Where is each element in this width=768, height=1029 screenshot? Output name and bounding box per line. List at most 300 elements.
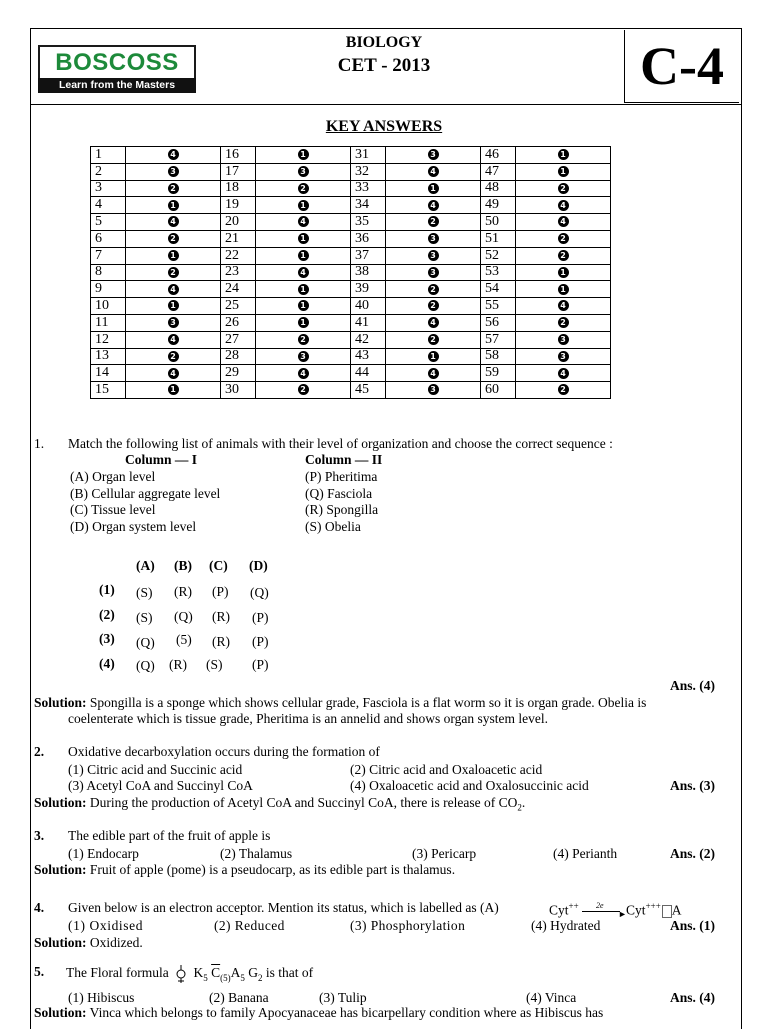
option-number: (2) [99,607,115,622]
q4-option-2: (2) Reduced [214,918,285,933]
answer-cell [386,298,481,315]
solution-label: Solution: [34,695,87,710]
col1-item: (D) Organ system level [70,519,197,534]
answer-circle: 4 [558,200,569,211]
q4-option-4: (4) Hydrated [531,918,601,933]
answer-cell [126,180,221,197]
answer-cell [256,382,351,399]
answer-cell [516,180,611,197]
answer-circle: 4 [428,368,439,379]
option-value: (Q) [136,635,155,650]
answer-circle: 1 [298,250,309,261]
option-head: (A) [136,558,155,573]
answer-circle: 1 [428,183,439,194]
key-row [91,247,611,264]
question-number: 43 [351,348,386,365]
answer-cell [256,214,351,231]
key-row [91,298,611,315]
answer-circle: 4 [168,216,179,227]
answer-cell [126,163,221,180]
answer-cell [386,281,481,298]
answer-circle: 4 [168,149,179,160]
q3-option-2: (2) Thalamus [220,846,293,861]
q2-solution-end: . [521,795,526,810]
option-number: (1) [99,582,115,597]
question-number: 11 [91,314,126,331]
question-number: 52 [481,247,516,264]
answer-cell [126,147,221,164]
q3-answer: Ans. (2) [669,846,715,861]
answer-key-table [90,146,611,399]
q2-answer: Ans. (3) [669,778,715,793]
question-number: 39 [351,281,386,298]
key-row [91,163,611,180]
answer-cell [516,163,611,180]
q1-solution: Spongilla is a sponge which shows cellular grade, Fasciola is a flat worm so it is organ grade. Obelia is [89,695,647,710]
answer-cell [516,264,611,281]
question-number: 58 [481,348,516,365]
answer-cell [256,314,351,331]
eq-left: Cyt [549,902,569,918]
answer-circle: 4 [298,267,309,278]
question-number: 5 [91,214,126,231]
answer-circle: 4 [298,216,309,227]
question-number: 47 [481,163,516,180]
col2-item: (Q) Fasciola [305,486,373,501]
question-number: 4 [91,197,126,214]
q4-number: 4. [34,900,45,915]
answer-cell [386,331,481,348]
answer-circle: 1 [558,267,569,278]
answer-circle: 1 [558,284,569,295]
answer-cell [386,163,481,180]
answer-cell [386,382,481,399]
question-number: 15 [91,382,126,399]
key-row [91,348,611,365]
solution-label: Solution: [34,862,87,877]
option-value: (R) [174,584,192,599]
q3-option-4: (4) Perianth [553,846,618,861]
solution-label: Solution: [34,795,87,810]
answer-circle: 2 [558,233,569,244]
arrow-label: 2e [596,901,604,911]
q5-text-end: is that of [265,965,314,981]
answer-cell [386,247,481,264]
answer-circle: 1 [558,149,569,160]
option-value: (P) [252,657,269,672]
question-number: 13 [91,348,126,365]
answer-circle: 1 [168,200,179,211]
exam-title: CET - 2013 [337,55,431,76]
answer-circle: 1 [168,300,179,311]
option-value: (P) [252,610,269,625]
q2-text: Oxidative decarboxylation occurs during the formation of [68,744,380,759]
answer-circle: 4 [168,368,179,379]
blank-box [662,905,672,918]
answer-cell [126,230,221,247]
bisexual-flower-symbol [174,964,188,984]
answer-circle: 4 [168,334,179,345]
question-number: 27 [221,331,256,348]
q2-solution: During the production of Acetyl CoA and Succinyl CoA, there is release of CO [89,795,518,810]
question-number: 12 [91,331,126,348]
answer-cell [126,281,221,298]
answer-circle: 1 [428,351,439,362]
answer-circle: 2 [168,233,179,244]
eq-right-charge: +++ [645,901,661,911]
answer-cell [256,281,351,298]
answer-circle: 3 [168,166,179,177]
q2-option-1: (1) Citric acid and Succinic acid [68,762,243,777]
answer-cell [256,365,351,382]
q1-text: Match the following list of animals with their level of organization and choose the correct sequence : [68,436,613,451]
version-code-box [624,30,739,103]
answer-circle: 2 [428,284,439,295]
formula-k: K [193,965,204,981]
answer-circle: 1 [298,317,309,328]
answer-circle: 4 [558,368,569,379]
answer-circle: 1 [298,300,309,311]
formula-c-count: (5) [220,972,231,983]
question-number: 7 [91,247,126,264]
answer-cell [386,214,481,231]
cytochrome-equation [549,898,682,919]
version-code: C-4 [640,36,724,96]
answer-circle: 3 [298,166,309,177]
answer-cell [516,365,611,382]
q5-option-4: (4) Vinca [526,990,577,1005]
formula-g: G [248,965,258,981]
answer-circle: 2 [298,384,309,395]
formula-c: $\overline{C}$ [211,965,221,981]
question-number: 17 [221,163,256,180]
formula-a: A [230,965,241,981]
question-number: 38 [351,264,386,281]
answer-cell [516,197,611,214]
question-number: 46 [481,147,516,164]
question-number: 1 [91,147,126,164]
question-number: 6 [91,230,126,247]
col2-item: (S) Obelia [305,519,361,534]
answer-cell [386,314,481,331]
answer-circle: 2 [168,267,179,278]
question-number: 48 [481,180,516,197]
option-value: (R) [169,657,187,672]
question-number: 3 [91,180,126,197]
question-number: 20 [221,214,256,231]
answer-cell [126,365,221,382]
answer-cell [126,298,221,315]
answer-circle: 3 [428,267,439,278]
answer-cell [516,147,611,164]
q5-text-start: The Floral formula [66,965,169,981]
question-number: 29 [221,365,256,382]
answer-circle: 2 [298,183,309,194]
answer-cell [386,147,481,164]
answer-circle: 4 [428,200,439,211]
answer-cell [516,247,611,264]
q5-option-1: (1) Hibiscus [68,990,135,1005]
option-value: (P) [252,634,269,649]
q3-option-1: (1) Endocarp [68,846,139,861]
answer-circle: 3 [428,384,439,395]
answer-circle: 3 [428,233,439,244]
option-value: (P) [212,584,229,599]
co2-subscript: 2 [517,802,522,813]
logo-name: BOSCOSS [38,45,196,78]
answer-circle: 2 [558,183,569,194]
q5-number: 5. [34,964,45,979]
answer-cell [126,314,221,331]
formula-k-count: 5 [203,972,208,983]
q3-solution: Fruit of apple (pome) is a pseudocarp, as its edible part is thalamus. [89,862,456,877]
answer-cell [256,230,351,247]
answer-circle: 4 [558,300,569,311]
solution-label: Solution: [34,1005,87,1020]
answer-cell [256,247,351,264]
key-answers-title: KEY ANSWERS [325,118,443,135]
q4-answer: Ans. (1) [669,918,715,933]
answer-cell [126,264,221,281]
key-row [91,365,611,382]
col1-item: (A) Organ level [70,469,156,484]
answer-circle: 3 [558,351,569,362]
answer-cell [256,331,351,348]
question-number: 54 [481,281,516,298]
q4-option-1: (1) Oxidised [68,918,144,933]
option-value: (S) [136,610,153,625]
question-number: 55 [481,298,516,315]
answer-cell [516,298,611,315]
answer-circle: 3 [428,250,439,261]
answer-circle: 2 [298,334,309,345]
q5-text [66,964,313,986]
answer-cell [516,314,611,331]
answer-circle: 4 [428,317,439,328]
q1-number: 1. [34,436,45,451]
header-divider [30,104,742,105]
key-row [91,214,611,231]
answer-cell [516,348,611,365]
answer-circle: 3 [558,334,569,345]
question-number: 2 [91,163,126,180]
answer-cell [126,214,221,231]
key-row [91,314,611,331]
option-head: (C) [209,558,228,573]
key-row [91,382,611,399]
q2-option-4: (4) Oxaloacetic acid and Oxalosuccinic acid [350,778,589,793]
question-number: 51 [481,230,516,247]
q2-number: 2. [34,744,45,759]
col1-item: (C) Tissue level [70,502,156,517]
answer-cell [256,147,351,164]
answer-circle: 4 [168,284,179,295]
option-head: (B) [174,558,192,573]
question-number: 45 [351,382,386,399]
question-number: 31 [351,147,386,164]
answer-cell [516,281,611,298]
solution-label: Solution: [34,935,87,950]
answer-cell [126,197,221,214]
answer-circle: 2 [558,317,569,328]
answer-cell [386,348,481,365]
question-number: 35 [351,214,386,231]
question-number: 30 [221,382,256,399]
option-value: (Q) [174,609,193,624]
option-head: (D) [249,558,268,573]
reaction-arrow: 2e ► [582,906,626,916]
answer-cell [126,331,221,348]
question-number: 57 [481,331,516,348]
question-number: 37 [351,247,386,264]
q4-option-3: (3) Phosphorylation [350,918,466,933]
answer-cell [256,180,351,197]
answer-circle: 1 [298,233,309,244]
answer-cell [386,230,481,247]
question-number: 14 [91,365,126,382]
answer-cell [386,264,481,281]
answer-circle: 4 [428,166,439,177]
column-1-heading: Column — I [125,452,198,467]
question-number: 16 [221,147,256,164]
q4-text: Given below is an electron acceptor. Mention its status, which is labelled as (A) [68,900,499,915]
option-value: (Q) [250,585,269,600]
question-number: 22 [221,247,256,264]
answer-circle: 3 [428,149,439,160]
answer-cell [386,365,481,382]
q5-option-3: (3) Tulip [319,990,367,1005]
answer-circle: 4 [298,368,309,379]
answer-circle: 2 [428,300,439,311]
q5-solution: Vinca which belongs to family Apocyanaceae has bicarpellary condition where as Hibiscus has [89,1005,604,1020]
answer-cell [256,163,351,180]
q3-option-3: (3) Pericarp [412,846,477,861]
subject-title: BIOLOGY [345,34,423,51]
q5-option-2: (2) Banana [209,990,269,1005]
answer-circle: 1 [298,284,309,295]
question-number: 33 [351,180,386,197]
answer-circle: 1 [298,200,309,211]
column-2-heading: Column — II [305,452,383,467]
key-row [91,197,611,214]
question-number: 25 [221,298,256,315]
option-value: (S) [206,657,223,672]
question-number: 19 [221,197,256,214]
q2-option-2: (2) Citric acid and Oxaloacetic acid [350,762,543,777]
question-number: 53 [481,264,516,281]
q1-solution-cont: coelenterate which is tissue grade, Pheritima is an annelid and shows organ system level. [68,711,549,726]
question-number: 10 [91,298,126,315]
question-number: 41 [351,314,386,331]
question-number: 8 [91,264,126,281]
formula-g-count: 2 [258,972,263,983]
option-value: (R) [212,609,230,624]
key-row [91,281,611,298]
question-number: 42 [351,331,386,348]
q1-answer: Ans. (4) [669,678,715,693]
formula-a-count: 5 [240,972,245,983]
eq-right: Cyt [626,902,646,918]
answer-circle: 2 [428,216,439,227]
answer-cell [516,382,611,399]
logo-tagline: Learn from the Masters [38,78,196,93]
question-number: 44 [351,365,386,382]
q4-solution: Oxidized. [89,935,143,950]
answer-circle: 3 [298,351,309,362]
key-row [91,230,611,247]
question-number: 56 [481,314,516,331]
question-number: 59 [481,365,516,382]
question-number: 28 [221,348,256,365]
answer-cell [256,348,351,365]
answer-circle: 1 [168,250,179,261]
question-number: 36 [351,230,386,247]
question-number: 50 [481,214,516,231]
answer-circle: 1 [168,384,179,395]
question-number: 23 [221,264,256,281]
answer-circle: 4 [558,216,569,227]
eq-left-charge: ++ [568,901,579,911]
q5-answer: Ans. (4) [669,990,715,1005]
answer-cell [256,197,351,214]
answer-circle: 3 [168,317,179,328]
option-value: (S) [136,585,153,600]
answer-cell [516,331,611,348]
question-number: 21 [221,230,256,247]
answer-cell [256,264,351,281]
answer-cell [386,197,481,214]
answer-cell [386,180,481,197]
option-value: (5) [176,632,192,647]
q2-option-3: (3) Acetyl CoA and Succinyl CoA [68,778,253,793]
key-row [91,147,611,164]
eq-label: A [671,902,682,918]
answer-cell [256,298,351,315]
question-number: 40 [351,298,386,315]
answer-circle: 1 [558,166,569,177]
answer-circle: 2 [428,334,439,345]
answer-cell [516,214,611,231]
answer-circle: 2 [558,250,569,261]
question-number: 18 [221,180,256,197]
key-row [91,180,611,197]
question-number: 49 [481,197,516,214]
option-number: (3) [99,631,115,646]
option-value: (R) [212,634,230,649]
question-number: 32 [351,163,386,180]
option-value: (Q) [136,658,155,673]
question-number: 9 [91,281,126,298]
question-number: 26 [221,314,256,331]
col2-item: (P) Pheritima [305,469,378,484]
answer-circle: 1 [298,149,309,160]
answer-circle: 2 [168,183,179,194]
answer-cell [516,230,611,247]
col1-item: (B) Cellular aggregate level [70,486,221,501]
option-number: (4) [99,656,115,671]
q3-number: 3. [34,828,45,843]
question-number: 24 [221,281,256,298]
key-row [91,264,611,281]
answer-cell [126,348,221,365]
answer-cell [126,247,221,264]
answer-circle: 2 [168,351,179,362]
key-row [91,331,611,348]
question-number: 60 [481,382,516,399]
answer-cell [126,382,221,399]
q3-text: The edible part of the fruit of apple is [68,828,271,843]
question-number: 34 [351,197,386,214]
